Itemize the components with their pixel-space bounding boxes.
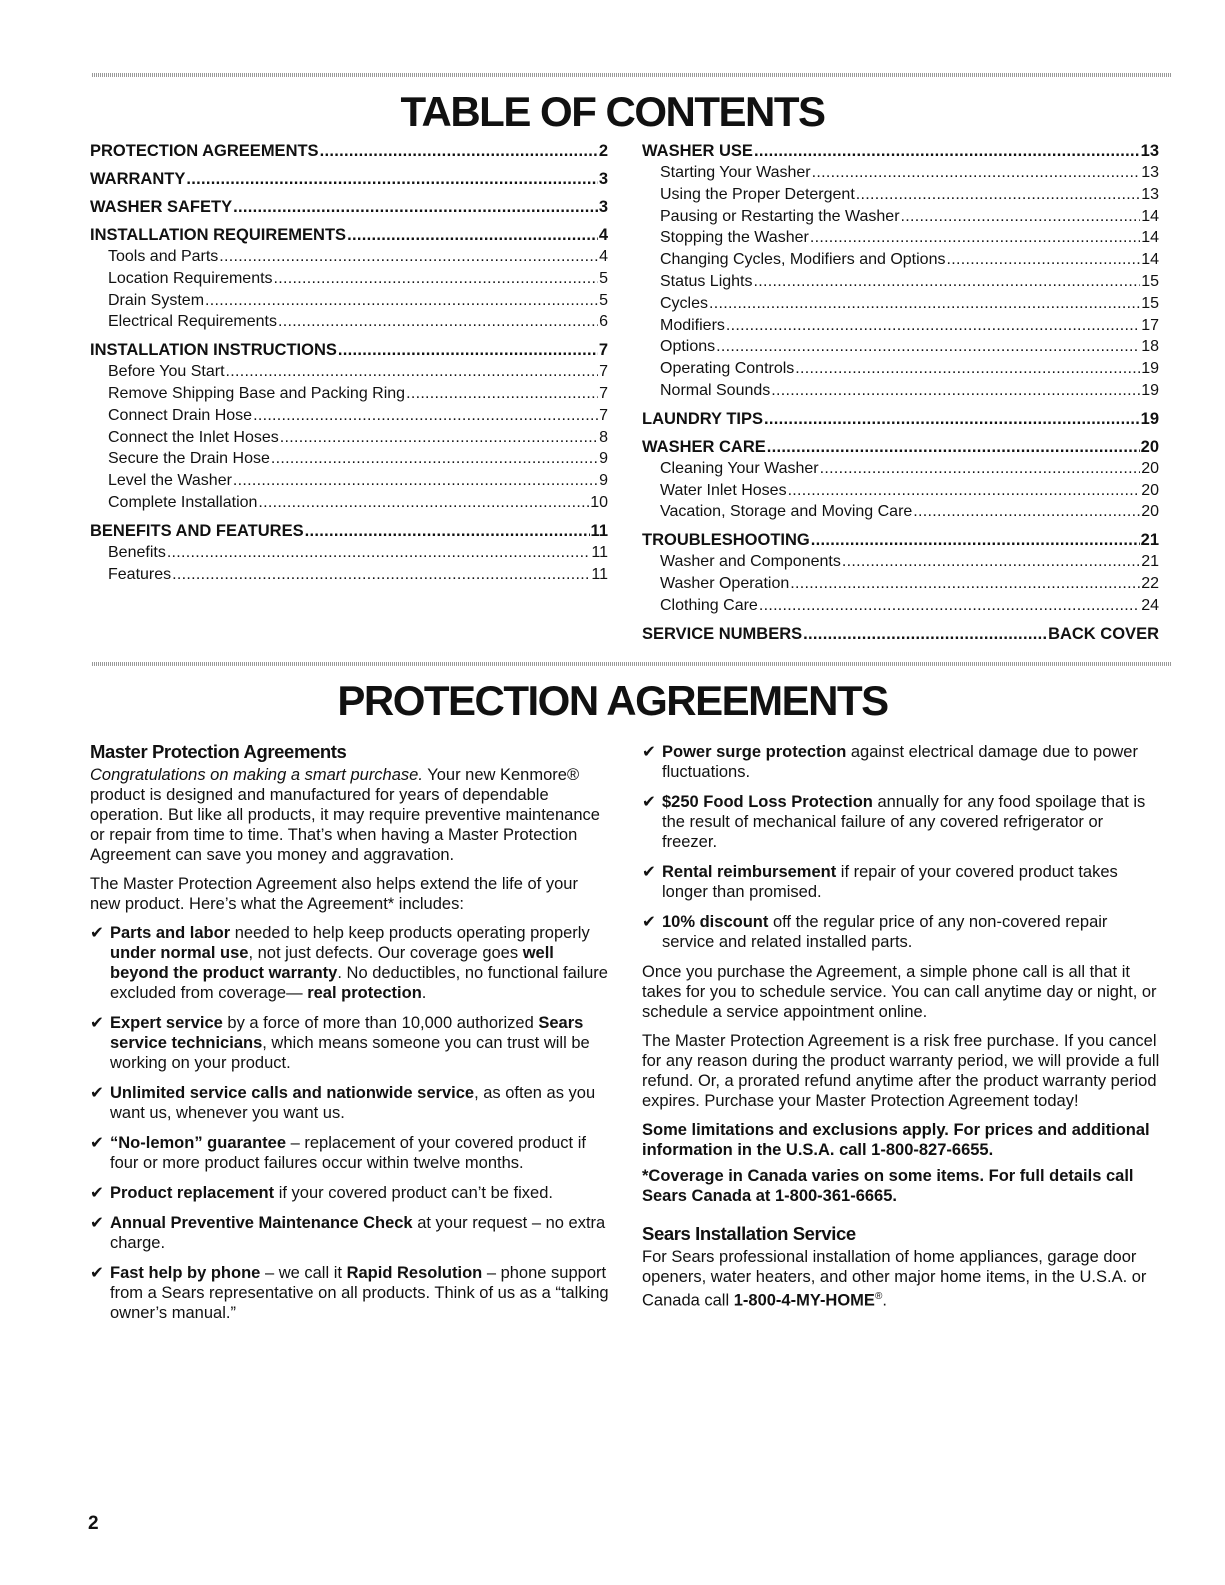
toc-leader-dots — [233, 198, 598, 217]
toc-page-number: 6 — [599, 313, 608, 331]
toc-page-number: BACK COVER — [1048, 624, 1159, 643]
toc-leader-dots — [754, 273, 1141, 291]
toc-page-number: 7 — [599, 406, 608, 424]
benefit-item: ✔ Parts and labor needed to help keep products operating properly under normal use, not just defects. Our coverage goes well beyond the product warranty. No deductibles, no functional failure excluded from coverage— real protection. — [90, 924, 608, 1002]
toc-page-number: 2 — [598, 142, 608, 160]
toc-page-number: 18 — [1141, 338, 1159, 356]
toc-section — [90, 522, 608, 544]
toc-leader-dots — [258, 494, 589, 512]
toc-page-number: 11 — [590, 521, 608, 540]
toc-leader-dots — [803, 625, 1047, 644]
toc-page-number: 19 — [1140, 409, 1159, 428]
check-icon: ✔ — [642, 863, 656, 881]
toc-subsection — [642, 575, 1159, 597]
benefit-item: ✔ $250 Food Loss Protection annually for any food spoilage that is the result of mechanical failure of any covered refrigerator or freezer. — [642, 793, 1146, 851]
installation-phone: 1-800-4-MY-HOME — [733, 1291, 875, 1310]
toc-entry-label: Connect Drain Hose — [108, 406, 253, 424]
toc-subsection — [90, 248, 608, 270]
protection-right-column — [642, 742, 1162, 1320]
toc-entry-label: LAUNDRY TIPS — [642, 409, 764, 428]
benefit-item: ✔ Product replacement if your covered product can’t be fixed. — [90, 1184, 553, 1202]
toc-entry-label: INSTALLATION INSTRUCTIONS — [90, 341, 337, 360]
check-icon: ✔ — [90, 1214, 104, 1232]
benefit-item: ✔ “No-lemon” guarantee – replacement of your covered product if four or more product failures occur within twelve months. — [90, 1134, 586, 1172]
toc-entry-label: Complete Installation — [108, 493, 258, 511]
toc-subsection — [642, 360, 1159, 382]
toc-subsection — [642, 186, 1159, 208]
toc-page-number: 21 — [1141, 553, 1159, 571]
toc-leader-dots — [226, 363, 599, 381]
toc-subsection — [642, 317, 1159, 339]
toc-entry-label: Clothing Care — [660, 596, 758, 614]
toc-entry-label: Remove Shipping Base and Packing Ring — [108, 384, 406, 402]
toc-leader-dots — [347, 226, 598, 245]
toc-entry-label: Connect the Inlet Hoses — [108, 428, 279, 446]
toc-entry-label: Secure the Drain Hose — [108, 450, 270, 468]
toc-title: TABLE OF CONTENTS — [400, 88, 825, 135]
toc-leader-dots — [913, 503, 1140, 521]
toc-subsection — [642, 164, 1159, 186]
toc-subsection — [642, 553, 1159, 575]
toc-subsection — [90, 363, 608, 385]
toc-leader-dots — [811, 531, 1140, 550]
benefit-item: ✔ Rental reimbursement if repair of your covered product takes longer than promised. — [642, 863, 1118, 901]
toc-subsection — [90, 313, 608, 335]
benefit-item: ✔ Power surge protection against electrical damage due to power fluctuations. — [642, 743, 1138, 781]
toc-entry-label: Vacation, Storage and Moving Care — [660, 503, 913, 521]
benefit-item: ✔ Fast help by phone – we call it Rapid Resolution – phone support from a Sears representative on all products. Think of us as a “talking owner’s manual.” — [90, 1264, 609, 1322]
toc-leader-dots — [709, 295, 1140, 313]
toc-page-number: 21 — [1140, 531, 1159, 550]
toc-subsection — [90, 385, 608, 407]
toc-subsection — [90, 407, 608, 429]
toc-entry-label: Changing Cycles, Modifiers and Options — [660, 251, 946, 269]
toc-section — [642, 625, 1159, 647]
toc-entry-label: SERVICE NUMBERS — [642, 624, 803, 643]
toc-page-number: 14 — [1141, 207, 1159, 225]
toc-section — [642, 142, 1159, 164]
page-number: 2 — [88, 1513, 99, 1534]
toc-page-number: 13 — [1141, 164, 1159, 181]
toc-page-number: 9 — [599, 450, 608, 468]
toc-leader-dots — [726, 317, 1140, 335]
toc-page-number: 22 — [1141, 574, 1159, 592]
toc-entry-label: Location Requirements — [108, 269, 273, 287]
toc-entry-label: Features — [108, 565, 172, 583]
toc-subsection — [642, 273, 1159, 295]
toc-entry-label: Electrical Requirements — [108, 313, 277, 331]
toc-page-number: 17 — [1141, 316, 1159, 334]
check-icon: ✔ — [642, 743, 656, 761]
toc-entry-label: WASHER SAFETY — [90, 198, 233, 216]
toc-leader-dots — [767, 438, 1140, 457]
toc-entry-label: Starting Your Washer — [660, 164, 811, 181]
toc-leader-dots — [795, 360, 1140, 378]
toc-leader-dots — [186, 170, 597, 189]
toc-page-number: 11 — [591, 565, 608, 583]
toc-page-number: 10 — [590, 493, 608, 511]
toc-page-number: 7 — [599, 384, 608, 402]
toc-page-number: 13 — [1141, 185, 1159, 203]
toc-entry-label: Modifiers — [660, 316, 725, 334]
toc-entry-label: WARRANTY — [90, 170, 186, 188]
toc-leader-dots — [278, 313, 598, 331]
check-icon: ✔ — [642, 793, 656, 811]
toc-page-number: 14 — [1141, 251, 1159, 269]
toc-entry-label: TROUBLESHOOTING — [642, 531, 810, 550]
toc-leader-dots — [754, 142, 1140, 161]
toc-page-number: 15 — [1141, 272, 1159, 290]
limitations-note: Some limitations and exclusions apply. For prices and additional information in the U.S.A. call 1-800-827-6655. — [642, 1121, 1150, 1159]
toc-subsection — [642, 251, 1159, 273]
toc-leader-dots — [320, 142, 598, 161]
toc-leader-dots — [810, 229, 1140, 247]
toc-subsection — [90, 566, 608, 588]
toc-subsection — [642, 338, 1159, 360]
toc-leader-dots — [764, 410, 1140, 429]
toc-page-number: 20 — [1141, 503, 1159, 521]
protection-title: PROTECTION AGREEMENTS — [337, 677, 888, 724]
check-icon: ✔ — [90, 1084, 104, 1102]
toc-leader-dots — [901, 208, 1141, 226]
toc-leader-dots — [790, 575, 1140, 593]
top-divider — [92, 73, 1172, 77]
toc-subsection — [642, 503, 1159, 525]
toc-page-number: 5 — [599, 291, 608, 309]
toc-page-number: 7 — [599, 363, 608, 381]
toc-entry-label: WASHER USE — [642, 142, 753, 160]
toc-subsection — [642, 295, 1159, 317]
toc-page-number: 5 — [599, 269, 608, 287]
toc-entry-label: Cleaning Your Washer — [660, 459, 819, 477]
toc-leader-dots — [716, 338, 1140, 356]
toc-entry-label: Level the Washer — [108, 472, 232, 490]
toc-page-number: 3 — [598, 198, 608, 216]
toc-page-number: 15 — [1141, 294, 1159, 312]
benefit-item: ✔ Annual Preventive Maintenance Check at your request – no extra charge. — [90, 1214, 606, 1252]
intro-paragraph: Congratulations on making a smart purchase. Your new Kenmore® product is designed and manufactured for years of dependable operation. But like all products, it may require preventive maintenance or repair from time to time. That’s when having a Master Protection Agreement can save you money and aggravation. — [90, 766, 600, 864]
toc-entry-label: Drain System — [108, 291, 205, 309]
toc-leader-dots — [759, 597, 1140, 615]
toc-page-number: 3 — [598, 170, 608, 188]
toc-subsection — [90, 472, 608, 494]
toc-section — [90, 170, 608, 192]
toc-section — [642, 438, 1159, 460]
toc-page-number: 8 — [599, 428, 608, 446]
toc-entry-label: INSTALLATION REQUIREMENTS — [90, 226, 347, 244]
toc-subsection — [90, 292, 608, 314]
benefit-item: ✔ 10% discount off the regular price of any non-covered repair service and related installed parts. — [642, 913, 1108, 951]
toc-subsection — [90, 429, 608, 451]
toc-section — [90, 226, 608, 248]
check-icon: ✔ — [90, 924, 104, 942]
toc-leader-dots — [274, 270, 599, 288]
toc-leader-dots — [788, 482, 1141, 500]
toc-entry-label: Pausing or Restarting the Washer — [660, 207, 900, 225]
toc-leader-dots — [338, 341, 598, 360]
toc-entry-label: Status Lights — [660, 272, 753, 290]
toc-subsection — [90, 270, 608, 292]
toc-page-number: 24 — [1141, 596, 1159, 614]
toc-section — [90, 198, 608, 220]
toc-entry-label: Washer Operation — [660, 574, 790, 592]
toc-section — [642, 531, 1159, 553]
toc-section — [90, 341, 608, 363]
toc-page-number: 20 — [1141, 481, 1159, 499]
toc-leader-dots — [771, 382, 1140, 400]
toc-subsection — [642, 208, 1159, 230]
toc-entry-label: Stopping the Washer — [660, 229, 809, 247]
installation-heading: Sears Installation Service — [642, 1223, 856, 1244]
toc-entry-label: PROTECTION AGREEMENTS — [90, 142, 319, 160]
toc-page-number: 4 — [598, 226, 608, 244]
toc-entry-label: BENEFITS AND FEATURES — [90, 521, 304, 540]
toc-subsection — [642, 482, 1159, 504]
toc-subsection — [642, 229, 1159, 251]
toc-leader-dots — [219, 248, 598, 266]
master-heading: Master Protection Agreements — [90, 741, 347, 762]
protection-left-column — [90, 742, 612, 1333]
toc-subsection — [642, 460, 1159, 482]
toc-leader-dots — [406, 385, 598, 403]
toc-leader-dots — [253, 407, 598, 425]
toc-leader-dots — [820, 460, 1141, 478]
check-icon: ✔ — [642, 913, 656, 931]
toc-page-number: 19 — [1141, 360, 1159, 378]
check-icon: ✔ — [90, 1184, 104, 1202]
installation-paragraph: For Sears professional installation of home appliances, garage door openers, water heaters, and other major home items, in the U.S.A. or Canada call 1-800-4-MY-HOME®. — [642, 1248, 1147, 1310]
toc-leader-dots — [280, 429, 598, 447]
toc-subsection — [642, 382, 1159, 404]
check-icon: ✔ — [90, 1264, 104, 1282]
toc-subsection — [90, 494, 608, 516]
toc-entry-label: Using the Proper Detergent — [660, 185, 855, 203]
toc-section — [642, 410, 1159, 432]
toc-leader-dots — [305, 522, 590, 541]
toc-subsection — [642, 597, 1159, 619]
toc-entry-label: Operating Controls — [660, 360, 795, 378]
toc-page-number: 19 — [1141, 381, 1159, 399]
toc-entry-label: Water Inlet Hoses — [660, 481, 787, 499]
toc-page-number: 11 — [591, 543, 608, 561]
toc-page-number: 20 — [1141, 459, 1159, 477]
canada-note: *Coverage in Canada varies on some items. For full details call Sears Canada at 1-800-361-6665. — [642, 1167, 1134, 1205]
toc-leader-dots — [205, 292, 598, 310]
toc-entry-label: Options — [660, 338, 716, 356]
toc-entry-label: Cycles — [660, 294, 709, 312]
toc-leader-dots — [946, 251, 1140, 269]
benefit-item: ✔ Expert service by a force of more than 10,000 authorized Sears service technicians, which means someone you can trust will be working on your product. — [90, 1014, 590, 1072]
toc-page-number: 9 — [599, 472, 608, 490]
toc-leader-dots — [172, 566, 590, 584]
check-icon: ✔ — [90, 1134, 104, 1152]
agreement-paragraph: The Master Protection Agreement also helps extend the life of your new product. Here’s what the Agreement* includes: — [90, 875, 578, 913]
purchase-paragraph: Once you purchase the Agreement, a simple phone call is all that it takes for you to schedule service. You can call anytime day or night, or schedule a service appointment online. — [642, 963, 1157, 1021]
toc-leader-dots — [167, 544, 591, 562]
toc-entry-label: WASHER CARE — [642, 437, 766, 456]
toc-right-column — [642, 142, 1159, 647]
toc-entry-label: Normal Sounds — [660, 381, 771, 399]
toc-left-column — [90, 142, 608, 587]
benefit-item: ✔ Unlimited service calls and nationwide service, as often as you want us, whenever you want us. — [90, 1084, 596, 1122]
toc-page-number: 20 — [1140, 437, 1159, 456]
toc-subsection — [90, 450, 608, 472]
toc-subsection — [90, 544, 608, 566]
toc-entry-label: Washer and Components — [660, 553, 841, 571]
check-icon: ✔ — [90, 1014, 104, 1032]
toc-entry-label: Tools and Parts — [108, 248, 219, 265]
toc-page-number: 7 — [598, 341, 608, 360]
toc-leader-dots — [233, 472, 598, 490]
risk-free-paragraph: The Master Protection Agreement is a risk free purchase. If you cancel for any reason during the product warranty period, we will provide a full refund. Or, a prorated refund anytime after the product warranty period expires. Purchase your Master Protection Agreement today! — [642, 1032, 1160, 1110]
toc-entry-label: Before You Start — [108, 363, 225, 381]
toc-leader-dots — [842, 553, 1140, 571]
toc-leader-dots — [856, 186, 1140, 204]
toc-page-number: 14 — [1141, 229, 1159, 247]
toc-leader-dots — [812, 164, 1141, 182]
middle-divider — [92, 662, 1172, 666]
toc-page-number: 13 — [1140, 142, 1159, 160]
toc-page-number: 4 — [599, 248, 608, 265]
toc-section — [90, 142, 608, 164]
toc-leader-dots — [271, 450, 598, 468]
toc-entry-label: Benefits — [108, 543, 166, 561]
